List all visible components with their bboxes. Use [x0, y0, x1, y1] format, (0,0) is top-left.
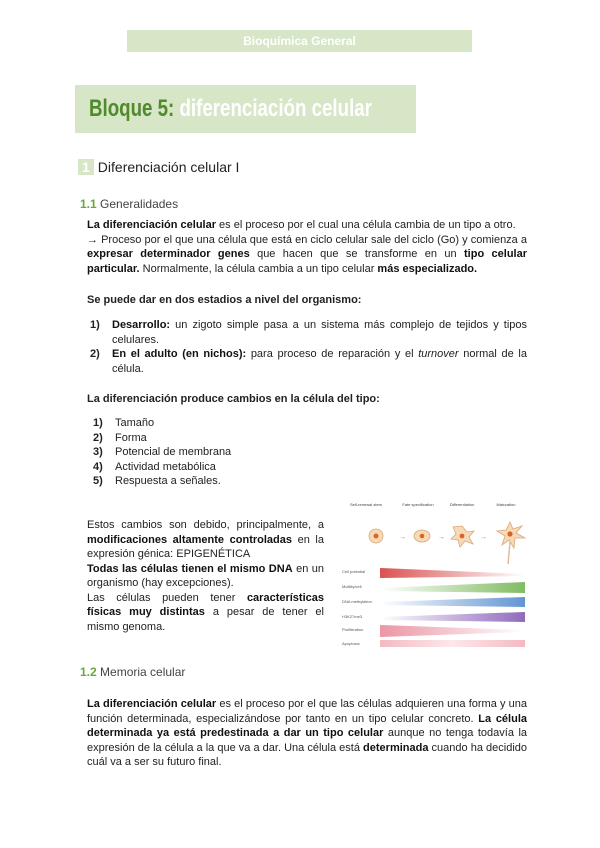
list-item [93, 445, 393, 460]
paragraph-cell-memory [87, 697, 527, 770]
p3-bold-3: determinada [363, 741, 429, 754]
fig-stage-3: Differentiation [449, 502, 475, 507]
p1-bold-4: más especializado. [377, 262, 478, 275]
fig-row-label-1: Cell potential [342, 569, 366, 574]
fig-cell-1 [369, 529, 383, 543]
fig-bar-proliferation [380, 625, 525, 637]
subsection-1-2-heading [80, 665, 185, 679]
list-number: 3) [93, 446, 103, 458]
list-text: para proceso de reparación y el [246, 348, 419, 360]
block-title-text: diferenciación celular [179, 95, 372, 122]
header-subject: Bioquímica General [243, 34, 356, 48]
subsection-1-1-heading [80, 197, 178, 211]
changes-list [93, 416, 393, 489]
p1-text-1: es el proceso por el cual una célula cambia de un tipo a otro. [216, 219, 516, 231]
p1-text-3: que hacen que se transforme en un [249, 248, 464, 260]
list-label: Desarrollo: [112, 319, 171, 331]
p3-text-2: aunque no tenga todavía la expresión de la célula a la que va a dar. Una célula está [87, 727, 527, 754]
list-label: En el adulto (en nichos): [112, 348, 247, 360]
fig-bar-cell-potential [380, 568, 525, 578]
fig-cell-2 [414, 530, 430, 542]
fig-bar-dna-methylation [380, 597, 525, 607]
paragraph-epigenetics [87, 518, 324, 634]
p2-text-3: en un organismo (hay excepciones). [87, 562, 324, 589]
p2-text-5: a pesar de tener el mismo genoma. [87, 606, 324, 633]
list-number: 1) [93, 417, 103, 429]
fig-arrow-1: → [399, 534, 406, 541]
p3-bold-1: La diferenciación celular [87, 698, 217, 710]
list-text: Potencial de membrana [115, 446, 232, 458]
p1-text-2: → Proceso por el que una célula que está en ciclo celular sale del ciclo (Go) y comienza a [87, 233, 527, 246]
list-number: 5) [93, 475, 103, 487]
p1-text-4: Normalmente, la célula cambia a un tipo celular [139, 262, 378, 275]
p3-bold-2: La célula determinada ya está predestinada a dar un tipo celular [87, 712, 528, 739]
fig-row-label-4: H3K27me3 [342, 614, 363, 619]
p2-bold-2: Todas las células tienen el mismo DNA [87, 562, 293, 575]
section-number: 1 [78, 159, 94, 175]
list-item [93, 431, 393, 446]
list-item [93, 474, 393, 489]
p2-bold-1: modificaciones altamente controladas [87, 533, 292, 546]
p2-bold-3: características físicas muy distintas [87, 591, 324, 618]
fig-bar-motility [380, 582, 525, 593]
list-text: Respuesta a señales. [115, 475, 221, 487]
list-text: Forma [115, 431, 147, 444]
p3-text-1: es el proceso por el que las células adquieren una forma y una función determinada, especializándose por tanto en un tipo celular concreto. [87, 698, 527, 725]
stages-list [90, 318, 527, 376]
changes-heading: La diferenciación produce cambios en la célula del tipo: [87, 393, 380, 405]
list-number: 2) [93, 431, 103, 444]
fig-stage-4: Maturation [496, 502, 516, 507]
fig-row-label-3: DNA methylation [342, 599, 372, 604]
subsection-number: 1.1 [80, 197, 97, 211]
list-item [93, 460, 393, 475]
p2-text-4: Las células pueden tener [87, 591, 247, 604]
fig-row-label-6: Apoptosis [342, 641, 360, 646]
p2-text-2: en la expresión génica: EPIGENÉTICA [87, 533, 324, 560]
list-text: Actividad metabólica [115, 460, 216, 473]
block-prefix: Bloque 5: [89, 95, 175, 122]
list-number: 1) [90, 319, 100, 331]
fig-arrow-3: → [480, 534, 487, 541]
differentiation-figure [340, 498, 530, 648]
list-text: un zigoto simple pasa a un sistema más complejo de tejidos y tipos celulares. [112, 319, 527, 346]
paragraph-definition [87, 218, 527, 276]
list-item [90, 347, 527, 376]
stages-heading: Se puede dar en dos estadios a nivel del organismo: [87, 294, 362, 306]
fig-stage-2: Fate specification [402, 502, 434, 507]
block-title-box [75, 85, 416, 133]
subsection-title: Memoria celular [100, 665, 186, 679]
section-1-heading [78, 159, 239, 175]
p2-text-1: Estos cambios son debido, principalmente, a [87, 519, 324, 531]
list-number: 2) [90, 348, 100, 360]
list-item [90, 318, 527, 347]
fig-stage-1: Self-renewal stem [349, 502, 383, 507]
subsection-number: 1.2 [80, 665, 97, 679]
fig-cell-3 [451, 526, 474, 547]
fig-arrow-2: → [438, 534, 445, 541]
fig-row-label-2: Motility/cell [342, 584, 362, 589]
fig-cell-4 [497, 522, 525, 564]
subsection-title: Generalidades [100, 197, 179, 211]
list-text: Tamaño [115, 417, 155, 429]
header-subject-bar [127, 30, 472, 52]
list-text-2: normal de la célula. [112, 348, 527, 375]
fig-bar-h3k27me3 [380, 612, 525, 622]
block-title [89, 95, 372, 123]
p1-bold-2: expresar determinador genes [87, 248, 250, 260]
fig-bar-apoptosis [380, 640, 525, 647]
p1-bold-3: tipo celular particular. [87, 248, 527, 275]
p1-bold-1: La diferenciación celular [87, 219, 216, 231]
fig-row-label-5: Proliferation [342, 627, 364, 632]
list-italic: turnover [418, 348, 459, 360]
list-number: 4) [93, 460, 103, 473]
list-item [93, 416, 393, 431]
p3-text-3: cuando ha decidido cuál va a ser su futuro final. [87, 741, 527, 768]
section-title: Diferenciación celular I [97, 159, 240, 175]
